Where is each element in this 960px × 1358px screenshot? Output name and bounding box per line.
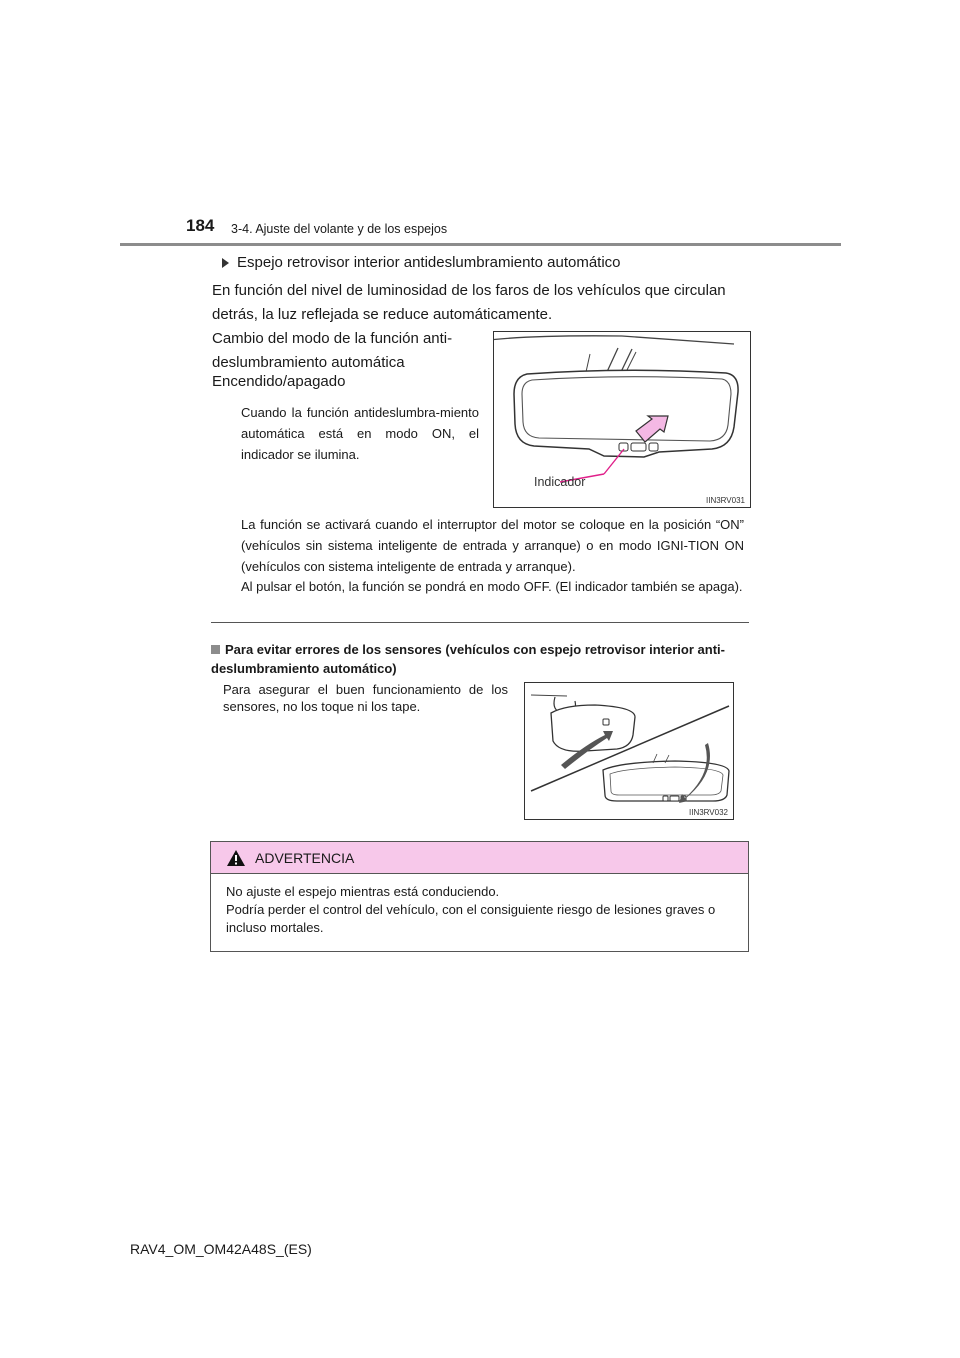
header-rule: [120, 243, 841, 246]
square-bullet-icon: [211, 645, 220, 654]
mirror-indicator-illustration: [494, 332, 750, 507]
warning-line-2: Podría perder el control del vehículo, con el consiguiente riesgo de lesiones graves o incluso mortales.: [226, 902, 716, 935]
figure-code-1: IIN3RV031: [706, 496, 745, 505]
mirror-sensor-figure: [524, 682, 734, 820]
warning-triangle-icon: [226, 849, 246, 867]
indicator-note: Cuando la función antideslumbra-miento automática está en modo ON, el indicador se ilumina.: [241, 405, 479, 462]
section-title: 3-4. Ajuste del volante y de los espejos: [231, 222, 448, 236]
mode-change-title: Cambio del modo de la función anti-deslumbramiento automática: [212, 330, 453, 371]
subsection-heading-text: Espejo retrovisor interior antideslumbramiento automático: [237, 254, 621, 271]
mirror-sensor-illustration: [525, 683, 733, 819]
section-divider: [211, 622, 749, 623]
warning-header: [211, 842, 748, 874]
warning-line-1: No ajuste el espejo mientras está conduciendo.: [226, 884, 500, 899]
document-code: RAV4_OM_OM42A48S_(ES): [130, 1241, 312, 1257]
intro-paragraph: En función del nivel de luminosidad de los faros de los vehículos que circulan detrás, la luz reflejada se reduce automáticamente.: [212, 282, 726, 323]
page-number: 184: [186, 216, 215, 235]
off-mode-paragraph: Al pulsar el botón, la función se pondrá en modo OFF. (El indicador también se apaga).: [241, 579, 743, 594]
subsection-heading: [222, 254, 621, 271]
toggle-label: Encendido/apagado: [212, 373, 346, 390]
mirror-indicator-figure: [493, 331, 751, 508]
warning-body: [211, 874, 748, 937]
figure-code-2: IIN3RV032: [689, 808, 728, 817]
activation-paragraph: La función se activará cuando el interruptor del motor se coloque en la posición “ON” (vehículos sin sistema inteligente de entrada y arranque) o en modo IGNI-TION ON (vehículos con sistema inteligente de entrada y arranque).: [241, 517, 744, 574]
indicator-label: Indicador: [534, 475, 586, 489]
sensor-note: Para asegurar el buen funcionamiento de los sensores, no los toque ni los tape.: [223, 682, 508, 714]
sensor-heading-text: Para evitar errores de los sensores (vehículos con espejo retrovisor interior anti-deslumbramiento automático): [211, 642, 725, 676]
bullet-triangle-icon: [222, 258, 229, 268]
warning-box: [210, 841, 749, 952]
warning-title: ADVERTENCIA: [255, 849, 355, 866]
sensor-section-heading: [211, 640, 751, 678]
